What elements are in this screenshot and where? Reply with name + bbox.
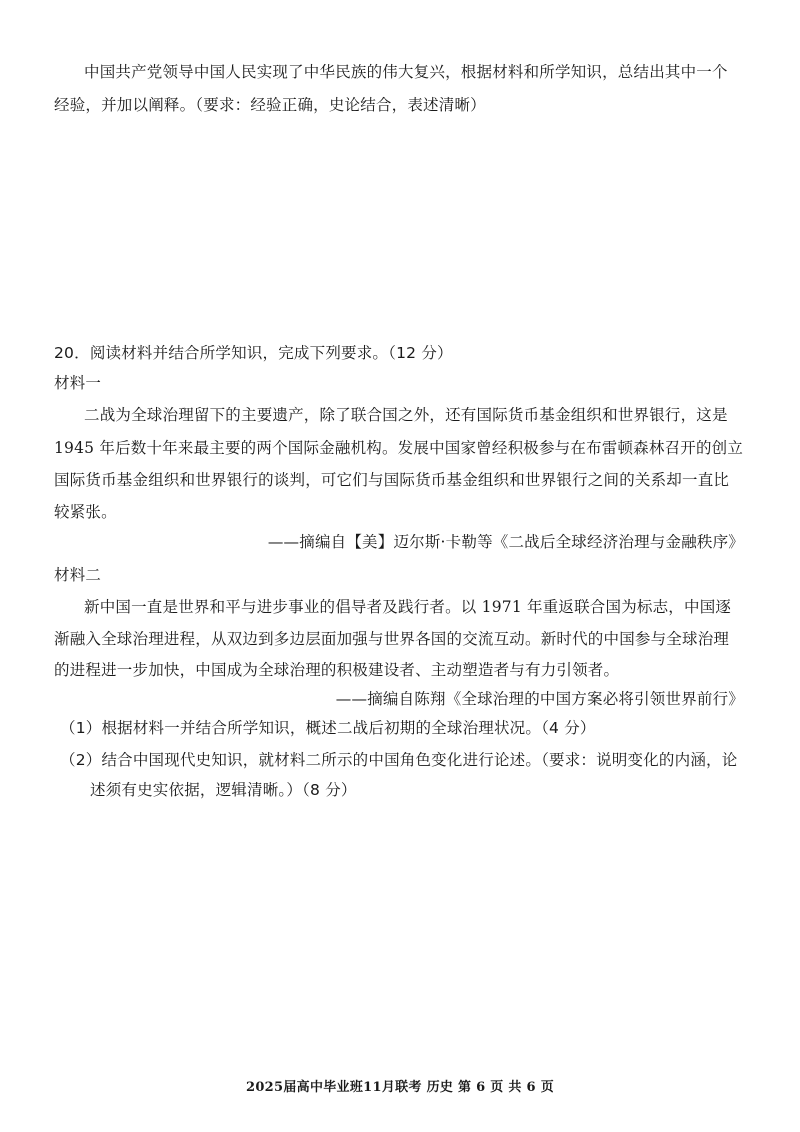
material-2-line-1: 新中国一直是世界和平与进步事业的倡导者及践行者。以 1971 年重返联合国为标志，中国逐 (84, 598, 732, 616)
material-1-line-4: 较紧张。 (54, 503, 117, 521)
material-2-label: 材料二 (54, 566, 102, 584)
sub-question-1: （1）根据材料一并结合所学知识，概述二战后初期的全球治理状况。（4 分） (60, 719, 596, 737)
material-2-source: ——摘编自陈翔《全球治理的中国方案必将引领世界前行》 (335, 690, 744, 708)
material-1-line-3: 国际货币基金组织和世界银行的谈判，可它们与国际货币基金组织和世界银行之间的关系却一直比 (54, 471, 730, 489)
material-1-line-1: 二战为全球治理留下的主要遗产，除了联合国之外，还有国际货币基金组织和世界银行，这是 (84, 406, 728, 424)
material-1-label: 材料一 (54, 374, 102, 392)
material-2-line-3: 的进程进一步加快，中国成为全球治理的积极建设者、主动塑造者与有力引领者。 (54, 661, 620, 679)
material-1-source: ——摘编自【美】迈尔斯·卡勒等《二战后全球经济治理与金融秩序》 (267, 533, 744, 551)
page-footer: 2025届高中毕业班11月联考 历史 第 6 页 共 6 页 (245, 1080, 555, 1095)
sub-question-2-line-2: 述须有史实依据，逻辑清晰。）（8 分） (90, 781, 357, 799)
question-20-heading: 20．阅读材料并结合所学知识，完成下列要求。（12 分） (54, 344, 453, 362)
question-19-line-1: 中国共产党领导中国人民实现了中华民族的伟大复兴，根据材料和所学知识，总结出其中一个 (84, 63, 728, 81)
sub-question-2-line-1: （2）结合中国现代史知识，就材料二所示的中国角色变化进行论述。（要求：说明变化的内涵，论 (60, 751, 738, 769)
material-1-line-2: 1945 年后数十年来最主要的两个国际金融机构。发展中国家曾经积极参与在布雷顿森林召开的创立 (54, 439, 744, 457)
material-2-line-2: 渐融入全球治理进程，从双边到多边层面加强与世界各国的交流互动。新时代的中国参与全球治理 (54, 630, 730, 648)
question-19-line-2: 经验，并加以阐释。（要求：经验正确，史论结合，表述清晰） (54, 96, 486, 114)
